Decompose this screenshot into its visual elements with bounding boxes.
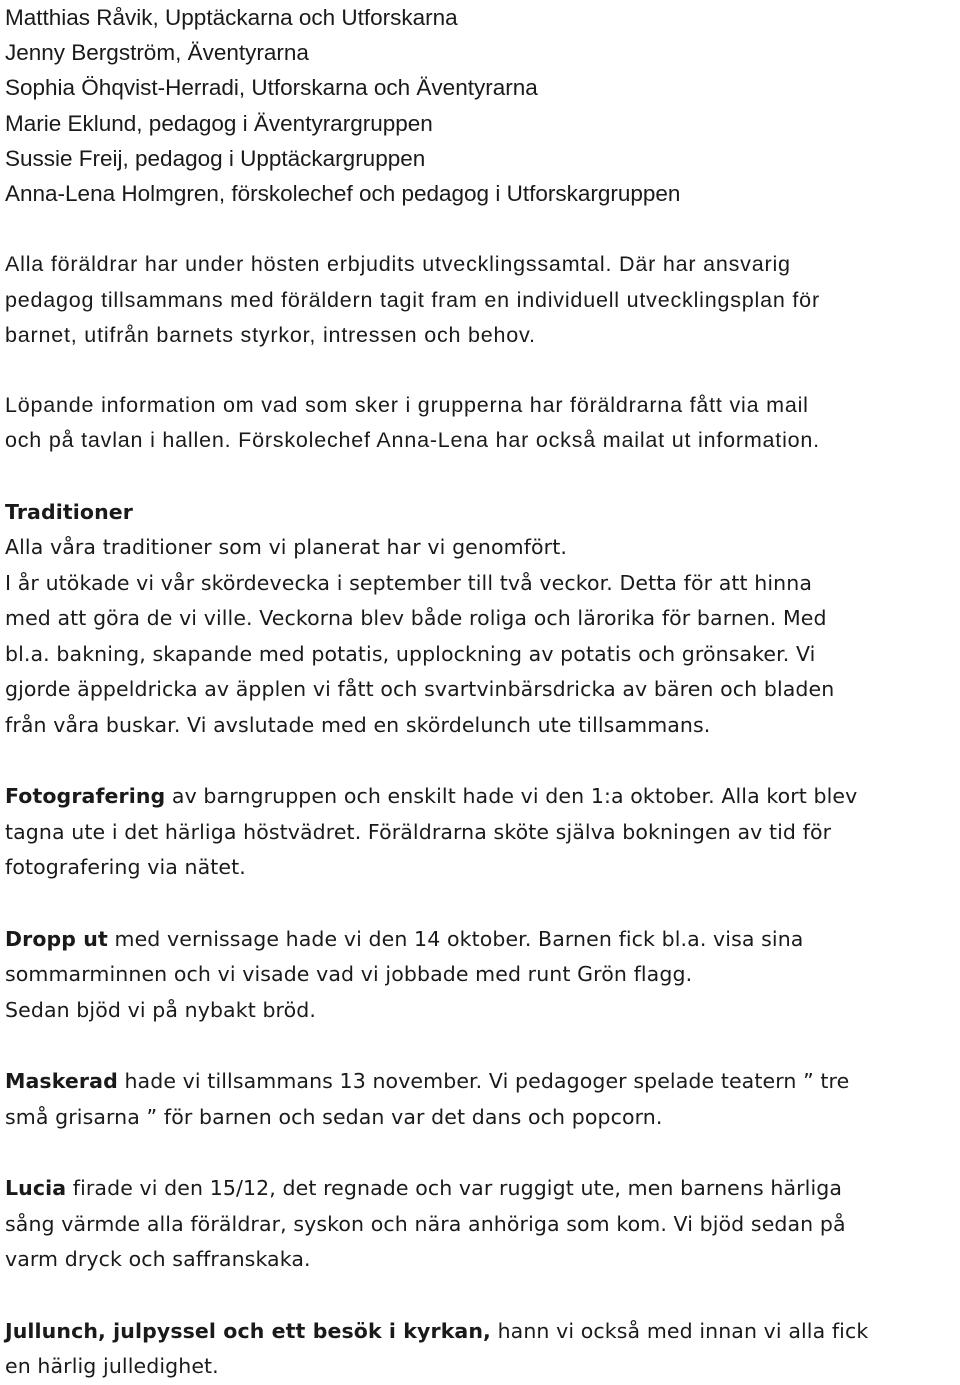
staff-item: Matthias Råvik, Upptäckarna och Utforskarna	[5, 5, 458, 30]
text-span: hann vi också med innan vi alla fick	[490, 1318, 869, 1343]
paragraph-lead: Jullunch, julpyssel och ett besök i kyrkan,	[5, 1318, 491, 1343]
text-line: fotografering via nätet.	[5, 855, 246, 880]
text-line: Sedan bjöd vi på nybakt bröd.	[5, 997, 317, 1022]
information-paragraph	[5, 388, 960, 459]
staff-item: Jenny Bergström, Äventyrarna	[5, 40, 309, 66]
text-line	[5, 1064, 960, 1100]
text-line: från våra buskar. Vi avslutade med en skördelunch ute tillsammans.	[5, 712, 711, 737]
text-line: barnet, utifrån barnets styrkor, intressen och behov.	[5, 323, 536, 348]
text-line	[5, 1314, 960, 1350]
staff-item: Anna-Lena Holmgren, förskolechef och pedagog i Utforskargruppen	[5, 181, 681, 207]
staff-item: Sussie Freij, pedagog i Upptäckargruppen	[5, 145, 426, 171]
text-span: av barngruppen och enskilt hade vi den 1:a oktober. Alla kort blev	[165, 784, 858, 809]
paragraph-lead: Lucia	[5, 1176, 67, 1201]
text-line	[5, 779, 960, 815]
photography-paragraph	[5, 779, 960, 886]
text-line: varm dryck och saffranskaka.	[5, 1247, 311, 1272]
text-line: gjorde äppeldricka av äpplen vi fått och svartvinbärsdricka av bären och bladen	[5, 677, 835, 702]
text-line: bl.a. bakning, skapande med potatis, upplockning av potatis och grönsaker. Vi	[5, 641, 816, 666]
text-line: I år utökade vi vår skördevecka i september till två veckor. Detta för att hinna	[5, 570, 813, 595]
text-line: en härlig julledighet.	[5, 1354, 219, 1379]
text-line: och på tavlan i hallen. Förskolechef Anna-Lena har också mailat ut information.	[5, 428, 820, 453]
paragraph-lead: Fotografering	[5, 784, 166, 809]
paragraph-lead: Dropp ut	[5, 926, 108, 951]
text-span: hade vi tillsammans 13 november. Vi pedagoger spelade teatern ” tre	[117, 1069, 850, 1094]
text-line: Löpande information om vad som sker i grupperna har föräldrarna fått via mail	[5, 392, 809, 417]
drop-in-paragraph	[5, 922, 960, 1029]
section-heading: Traditioner	[5, 499, 133, 524]
development-talks-paragraph	[5, 247, 960, 354]
text-line: sommarminnen och vi visade vad vi jobbade med runt Grön flagg.	[5, 962, 693, 987]
paragraph-lead: Maskerad	[5, 1069, 118, 1094]
staff-item: Sophia Öhqvist-Herradi, Utforskarna och Äventyrarna	[5, 75, 538, 101]
christmas-paragraph	[5, 1314, 960, 1385]
text-line	[5, 922, 960, 958]
masquerade-paragraph	[5, 1064, 960, 1135]
staff-list	[5, 0, 960, 211]
text-line: med att göra de vi ville. Veckorna blev både roliga och lärorika för barnen. Med	[5, 606, 827, 631]
lucia-paragraph	[5, 1171, 960, 1278]
text-line: tagna ute i det härliga höstvädret. Föräldrarna sköte själva bokningen av tid för	[5, 819, 832, 844]
traditions-section	[5, 495, 960, 744]
text-line: små grisarna ” för barnen och sedan var det dans och popcorn.	[5, 1104, 663, 1129]
text-line	[5, 1171, 960, 1207]
text-line: sång värmde alla föräldrar, syskon och nära anhöriga som kom. Vi bjöd sedan på	[5, 1211, 846, 1236]
text-line: Alla våra traditioner som vi planerat har vi genomfört.	[5, 535, 567, 560]
text-line: Alla föräldrar har under hösten erbjudits utvecklingssamtal. Där har ansvarig	[5, 252, 791, 277]
text-span: med vernissage hade vi den 14 oktober. Barnen fick bl.a. visa sina	[107, 926, 804, 951]
text-span: firade vi den 15/12, det regnade och var ruggigt ute, men barnens härliga	[66, 1176, 843, 1201]
document-page	[5, 0, 960, 1385]
text-line: pedagog tillsammans med föräldern tagit fram en individuell utvecklingsplan för	[5, 287, 820, 312]
staff-item: Marie Eklund, pedagog i Äventyrargruppen	[5, 110, 433, 136]
